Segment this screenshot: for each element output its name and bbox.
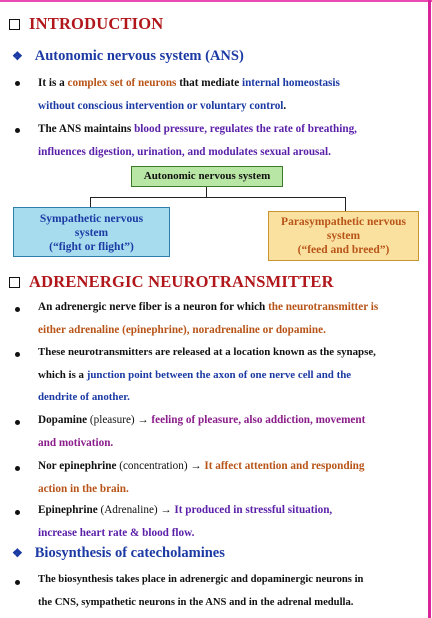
highlight-dendrite: dendrite of another. — [38, 391, 130, 403]
highlight-complex-neurons: complex set of neurons — [67, 77, 177, 89]
diagram-node-text: system — [74, 227, 109, 239]
text-line — [38, 118, 424, 141]
highlight-norepinephrine-effect: It affect attention and responding — [204, 460, 365, 472]
term-epinephrine: Epinephrine — [38, 504, 98, 516]
paragraph-synapse — [38, 341, 424, 409]
diagram-root-label: Autonomic nervous system — [143, 170, 271, 182]
term-norepinephrine: Nor epinephrine — [38, 460, 117, 472]
heading-adrenergic — [9, 272, 334, 292]
text-run: . — [283, 99, 287, 112]
highlight-epinephrine-effect: It produced in stressful situation, — [174, 504, 333, 516]
subheading-ans — [12, 48, 244, 65]
diagram-root-node — [131, 166, 283, 187]
bullet-dot-icon — [15, 510, 20, 515]
bullet-dot-icon — [15, 307, 20, 312]
diagram-connector — [345, 197, 346, 211]
diamond-icon: ❖ — [12, 49, 23, 63]
highlight-functions: blood pressure, regulates the rate of breathing, — [134, 123, 357, 135]
text-line — [38, 499, 424, 522]
diagram-connector — [206, 187, 207, 197]
paragraph-adrenergic-fiber — [38, 296, 424, 341]
text-line — [38, 455, 424, 478]
text-line: the CNS, sympathetic neurons in the ANS and in the adrenal medulla. — [38, 596, 354, 608]
text-run: (concentration) → — [116, 460, 205, 472]
highlight-functions-cont: influences digestion, urination, and modulates sexual arousal. — [38, 145, 331, 158]
highlight-epinephrine-effect-cont: increase heart rate & blood flow. — [38, 526, 195, 539]
square-checkbox-icon — [9, 19, 20, 30]
highlight-homeostasis: internal homeostasis — [241, 77, 340, 89]
page-border-top — [0, 0, 432, 2]
text-line — [38, 364, 424, 387]
highlight-dopamine-effect-cont: and motivation. — [38, 436, 114, 449]
text-run: An adrenergic nerve fiber is a neuron for which — [38, 301, 269, 313]
text-line: The biosynthesis takes place in adrenergic and dopaminergic neurons in — [38, 574, 364, 585]
paragraph-ans-definition — [38, 72, 424, 117]
highlight-neurotransmitter-list: either adrenaline (epinephrine), noradrenaline or dopamine. — [38, 323, 326, 336]
heading-adrenergic-text: ADRENERGIC NEUROTRANSMITTER — [29, 272, 334, 291]
subheading-biosynthesis — [12, 545, 225, 562]
diagram-connector — [90, 197, 91, 207]
text-run: which is a — [38, 368, 87, 381]
heading-introduction-text: INTRODUCTION — [29, 14, 164, 33]
heading-introduction — [9, 14, 163, 34]
bullet-dot-icon — [15, 352, 20, 357]
highlight-junction-point: junction point between the axon of one nerve cell and the — [86, 368, 352, 381]
diagram-node-text: system — [326, 230, 361, 242]
diamond-icon: ❖ — [12, 546, 23, 560]
bullet-dot-icon — [15, 466, 20, 471]
diagram-node-text: (“fight or flight”) — [49, 241, 134, 253]
highlight-dopamine-effect: feeling of pleasure, also addiction, movement — [151, 414, 366, 426]
paragraph-epinephrine — [38, 499, 424, 544]
bullet-dot-icon — [15, 420, 20, 425]
bullet-dot-icon — [15, 580, 20, 585]
paragraph-ans-functions — [38, 118, 424, 163]
page-border-right — [428, 0, 431, 618]
diagram-connector — [90, 197, 345, 198]
paragraph-biosynthesis — [38, 569, 424, 614]
subheading-ans-text: Autonomic nervous system (ANS) — [34, 48, 244, 64]
diagram-node-text: Sympathetic nervous — [39, 213, 144, 225]
text-run: that mediate — [176, 77, 242, 89]
text-line — [38, 409, 424, 432]
bullet-dot-icon — [15, 81, 20, 86]
text-run: The ANS maintains — [38, 123, 135, 135]
square-checkbox-icon — [9, 277, 20, 288]
highlight-norepinephrine-effect-cont: action in the brain. — [38, 482, 129, 495]
text-line — [38, 72, 424, 95]
bullet-dot-icon — [15, 128, 20, 133]
highlight-no-conscious-control: without conscious intervention or voluntary control — [38, 99, 284, 112]
highlight-neurotransmitter: the neurotransmitter is — [268, 301, 379, 313]
term-dopamine: Dopamine — [38, 414, 88, 426]
paragraph-norepinephrine — [38, 455, 424, 500]
text-run: (Adrenaline) → — [97, 504, 175, 516]
text-line: These neurotransmitters are released at a location known as the synapse, — [38, 346, 376, 358]
subheading-biosynthesis-text: Biosynthesis of catecholamines — [34, 545, 225, 561]
diagram-node-text: Parasympathetic nervous — [281, 216, 406, 228]
diagram-node-text: (“feed and breed”) — [297, 244, 390, 256]
text-run: (pleasure) → — [87, 414, 152, 426]
paragraph-dopamine — [38, 409, 424, 454]
text-run: It is a — [38, 77, 68, 89]
diagram-parasympathetic-node — [268, 211, 419, 261]
text-line — [38, 95, 424, 118]
diagram-sympathetic-node — [13, 207, 170, 257]
text-line — [38, 296, 424, 319]
